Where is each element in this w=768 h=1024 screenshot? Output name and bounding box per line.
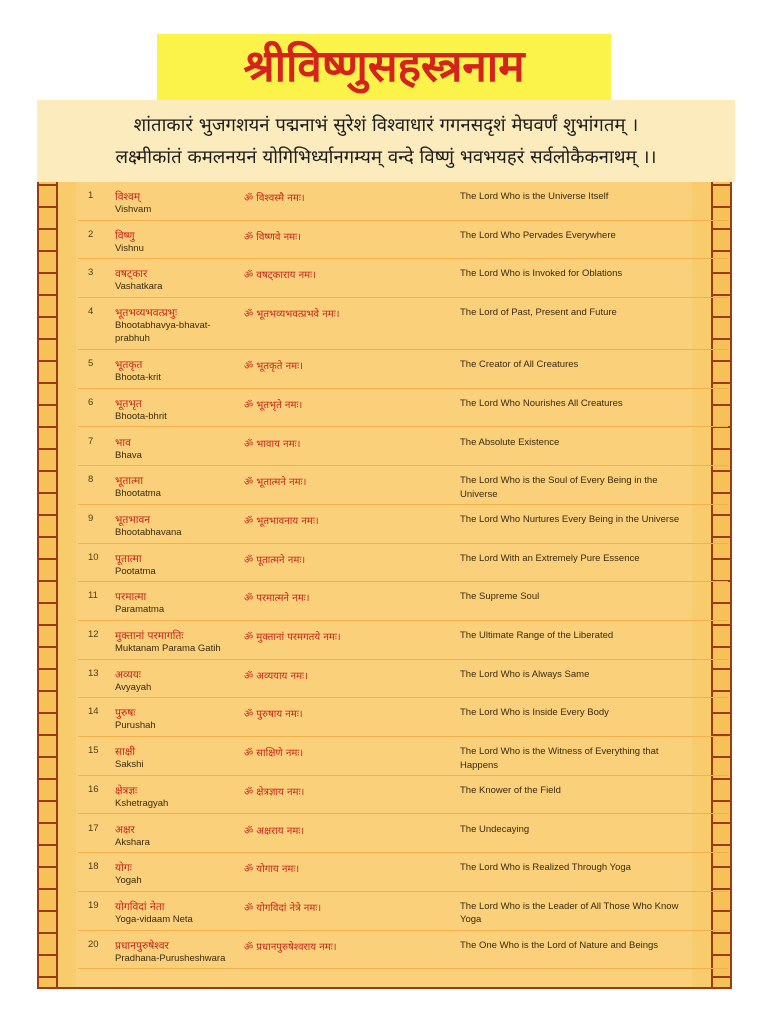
sanskrit-name: विश्वम् [115,191,141,203]
row-number: 18 [88,861,99,873]
sanskrit-name: भूतभव्यभवत्प्रभुः [115,307,178,320]
english-meaning: The Lord Who Nourishes All Creatures [460,397,623,409]
sanskrit-name: परमात्मा [115,591,147,604]
english-meaning: The Lord Who is the Universe Itself [460,191,609,202]
name-mantra: ॐ अव्ययाय नमः। [244,670,308,682]
name-mantra: ॐ विष्णवे नमः। [244,231,301,243]
english-meaning: The Lord Who is Realized Through Yoga [460,862,631,874]
row-number: 9 [88,512,94,524]
names-table-frame [37,182,732,987]
table-row [78,776,728,815]
table-row [78,582,728,621]
table-row [78,931,728,970]
english-meaning: The Lord Who is the Leader of All Those Who Know Yoga [460,900,679,926]
row-number: 6 [88,396,94,408]
name-mantra: ॐ विश्वस्मै नमः। [244,193,305,204]
shloka-line-1: शांताकारं भुजगशयनं पद्मनाभं सुरेशं विश्वाधारं गगनसदृशं मेघवर्णं शुभांगतम् । [133,115,639,136]
shloka-line-2: लक्ष्मीकांतं कमलनयनं योगिभिर्ध्यानगम्यम् वन्दे विष्णुं भवभयहरं सर्वलोकैकनाथम् ।। [115,147,657,168]
row-number: 1 [88,190,94,201]
transliteration: Bhootabhavana [115,526,182,538]
english-meaning: The Lord Who is the Soul of Every Being in the Universe [460,475,658,500]
row-number: 8 [88,474,94,486]
sanskrit-name: मुक्तानां परमागतिः [115,630,184,642]
english-meaning: The Ultimate Range of the Liberated [460,630,614,641]
transliteration: Bhava [115,449,142,461]
table-row [78,350,728,389]
name-mantra: ॐ क्षेत्रज्ञाय नमः। [244,786,305,798]
name-mantra: ॐ भूतकृते नमः। [244,361,303,373]
name-mantra: ॐ भूतभावनाय नमः। [244,515,319,527]
english-meaning: The Knower of the Field [460,784,561,796]
row-number: 14 [88,706,99,718]
sanskrit-name: क्षेत्रज्ञः [115,784,138,797]
title-banner [157,34,611,100]
english-meaning: The Undecaying [460,823,530,835]
transliteration: Bhootabhavya-bhavat-prabhuh [115,320,211,345]
transliteration: Pootatma [115,565,156,577]
sanskrit-name: साक्षी [115,746,136,759]
sanskrit-name: पुरुषः [115,707,136,720]
transliteration: Bhoota-bhrit [115,410,167,422]
sanskrit-name: वषट्कार [115,268,148,281]
name-mantra: ॐ पूतात्मने नमः। [244,554,306,566]
name-mantra: ॐ पुरुषाय नमः। [244,709,303,721]
row-number: 10 [88,551,99,563]
english-meaning: The Lord Who is the Witness of Everything that Happens [460,746,659,771]
sanskrit-name: भूतकृत [115,359,143,372]
english-meaning: The Lord Who Pervades Everywhere [460,229,616,241]
table-row [78,660,728,699]
name-mantra: ॐ भावाय नमः। [244,438,301,450]
transliteration: Yogah [115,875,142,887]
row-number: 11 [88,590,98,602]
table-row [78,853,728,892]
dhyana-shloka [37,100,735,182]
row-number: 5 [88,358,94,370]
row-number: 12 [88,629,99,640]
name-mantra: ॐ भूतभव्यभवत्प्रभवे नमः। [244,309,340,321]
table-row [78,892,728,931]
transliteration: Vashatkara [115,281,163,293]
transliteration: Bhootatma [115,488,161,500]
sanskrit-name: प्रधानपुरुषेश्वर [115,939,169,952]
name-mantra: ॐ भूतात्मने नमः। [244,477,307,489]
english-meaning: The Supreme Soul [460,591,540,603]
transliteration: Vishnu [115,242,144,254]
name-mantra: ॐ योगाय नमः। [244,864,300,876]
transliteration: Kshetragyah [115,797,169,809]
row-number: 7 [88,435,94,447]
table-row [78,698,728,737]
table-row [78,505,728,544]
sanskrit-name: भूतभावन [115,513,151,526]
name-mantra: ॐ योगविदां नेत्रे नमः। [244,902,322,914]
row-number: 13 [88,667,99,679]
table-row [78,544,728,583]
table-row [78,259,728,298]
name-mantra: ॐ प्रधानपुरुषेश्वराय नमः। [244,941,337,953]
table-row [78,737,728,776]
transliteration: Muktanam Parama Gatih [115,643,221,654]
bottom-border-line [37,987,732,989]
name-mantra: ॐ परमात्मने नमः। [244,593,310,605]
row-number: 19 [88,899,99,911]
transliteration: Bhoota-krit [115,372,161,384]
sanskrit-name: योगः [115,862,132,875]
row-number: 17 [88,822,99,834]
table-row [78,466,728,505]
sanskrit-name: अव्ययः [115,668,141,681]
transliteration: Vishvam [115,204,152,215]
transliteration: Avyayah [115,681,152,693]
table-row [78,621,728,660]
english-meaning: The Lord Who is Inside Every Body [460,707,609,719]
row-number: 15 [88,745,99,757]
transliteration: Akshara [115,836,150,848]
table-row [78,221,728,260]
left-decorative-border [37,182,58,987]
name-mantra: ॐ मुक्तानां परमगतये नमः। [244,632,341,643]
english-meaning: The One Who is the Lord of Nature and Beings [460,939,659,951]
sanskrit-name: योगविदां नेता [115,900,165,913]
english-meaning: The Lord Who Nurtures Every Being in the Universe [460,513,680,525]
table-row [78,182,728,221]
name-mantra: ॐ भूतभृते नमः। [244,399,303,411]
english-meaning: The Lord Who is Always Same [460,668,590,680]
table-row [78,815,728,854]
english-meaning: The Lord of Past, Present and Future [460,307,617,319]
sanskrit-name: पूतात्मा [115,552,142,565]
row-number: 3 [88,267,94,279]
transliteration: Pradhana-Purusheshwara [115,952,226,964]
row-number: 4 [88,306,94,318]
english-meaning: The Lord With an Extremely Pure Essence [460,552,640,564]
name-mantra: ॐ वषट्काराय नमः। [244,270,316,282]
row-number: 20 [88,938,99,950]
table-row [78,428,728,467]
transliteration: Sakshi [115,759,144,771]
row-number: 2 [88,228,94,240]
sanskrit-name: अक्षर [115,823,135,836]
transliteration: Paramatma [115,604,165,616]
page-title: श्रीविष्णुसहस्त्रनाम [243,41,525,92]
table-row [78,389,728,428]
sanskrit-name: विष्णु [115,229,135,242]
name-mantra: ॐ अक्षराय नमः। [244,825,305,837]
transliteration: Yoga-vidaam Neta [115,913,193,925]
english-meaning: The Creator of All Creatures [460,359,579,371]
sanskrit-name: भूतात्मा [115,475,144,488]
english-meaning: The Absolute Existence [460,436,560,448]
name-mantra: ॐ साक्षिणे नमः। [244,748,304,760]
transliteration: Purushah [115,720,156,732]
row-number: 16 [88,783,99,795]
english-meaning: The Lord Who is Invoked for Oblations [460,268,623,280]
sanskrit-name: भाव [115,436,131,449]
table-row [78,298,728,350]
sanskrit-name: भूतभृत [115,397,142,410]
